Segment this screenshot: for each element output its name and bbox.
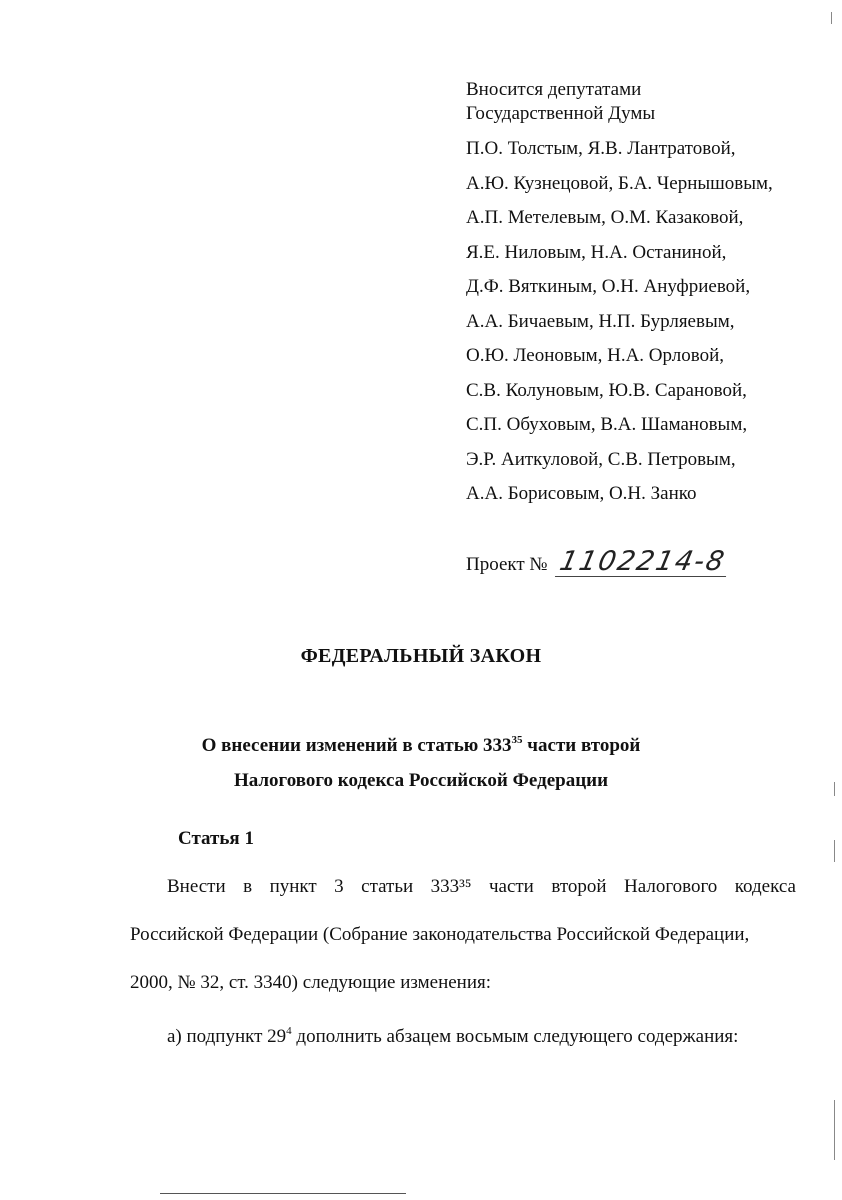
deputies-line: А.А. Борисовым, О.Н. Занко [466,483,697,504]
deputies-line: С.П. Обуховым, В.А. Шамановым, [466,414,748,435]
body-word: кодекса [734,876,796,897]
body-word: пункт [269,876,317,897]
body-word: части [488,876,534,897]
scan-margin-mark [834,840,835,862]
deputies-line: А.Ю. Кузнецовой, Б.А. Чернышовым, [466,172,773,194]
scan-margin-mark [834,782,835,796]
deputies-line: Э.Р. Аиткуловой, С.В. Петровым, [466,448,736,470]
subtitle-text: О внесении изменений в статью 333 [201,735,512,756]
law-subtitle-line-1 [0,723,842,763]
scan-margin-mark [831,12,832,24]
item-a-text: а) подпункт 29 [167,1026,287,1047]
law-subtitle [0,723,842,798]
body-word: 3 [334,876,344,897]
article-heading: Статья 1 [178,828,254,849]
deputies-line: О.Ю. Леоновым, Н.А. Орловой, [466,345,725,366]
body-word: 333³⁵ [430,876,472,897]
submitter-block [466,78,826,512]
body-word: Внести [167,876,226,897]
body-line-item-a [130,1014,796,1062]
subtitle-text-end: части второй [522,735,641,756]
submitter-line-2: Государственной Думы [466,103,656,124]
body-word: второй [551,876,607,897]
law-subtitle-line-2: Налогового кодекса Российской Федерации [233,770,609,791]
deputies-list [466,132,826,512]
scan-margin-mark [834,1100,835,1160]
body-word: в [243,876,253,897]
body-line-2: Российской Федерации (Собрание законодательства Российской Федерации, [130,924,750,945]
footnote-rule [160,1193,406,1194]
body-word: статьи [361,876,414,897]
submitter-intro [466,78,826,126]
deputies-line: А.П. Метелевым, О.М. Казаковой, [466,207,744,228]
deputies-line: Я.Е. Ниловым, Н.А. Останиной, [466,241,727,263]
handwritten-project-number: 1102214-8 [554,548,731,577]
subtitle-superscript: 35 [511,734,523,746]
submitter-line-1: Вносится депутатами [466,79,642,100]
deputies-line: А.А. Бичаевым, Н.П. Бурляевым, [466,310,735,332]
deputies-line: Д.Ф. Вяткиным, О.Н. Ануфриевой, [466,276,751,297]
body-line-3: 2000, № 32, ст. 3340) следующие изменения: [130,972,492,993]
deputies-line: С.В. Колуновым, Ю.В. Сарановой, [466,379,747,401]
law-title: ФЕДЕРАЛЬНЫЙ ЗАКОН [300,645,542,667]
project-label: Проект № [466,554,548,575]
article-body [130,870,796,1062]
body-word: Налогового [624,876,718,897]
project-number-line [466,548,729,577]
deputies-line: П.О. Толстым, Я.В. Лантратовой, [466,138,736,159]
body-line-1 [130,870,796,918]
item-a-text-end: дополнить абзацем восьмым следующего содержания: [291,1026,739,1047]
item-a-superscript: 4 [286,1025,292,1037]
